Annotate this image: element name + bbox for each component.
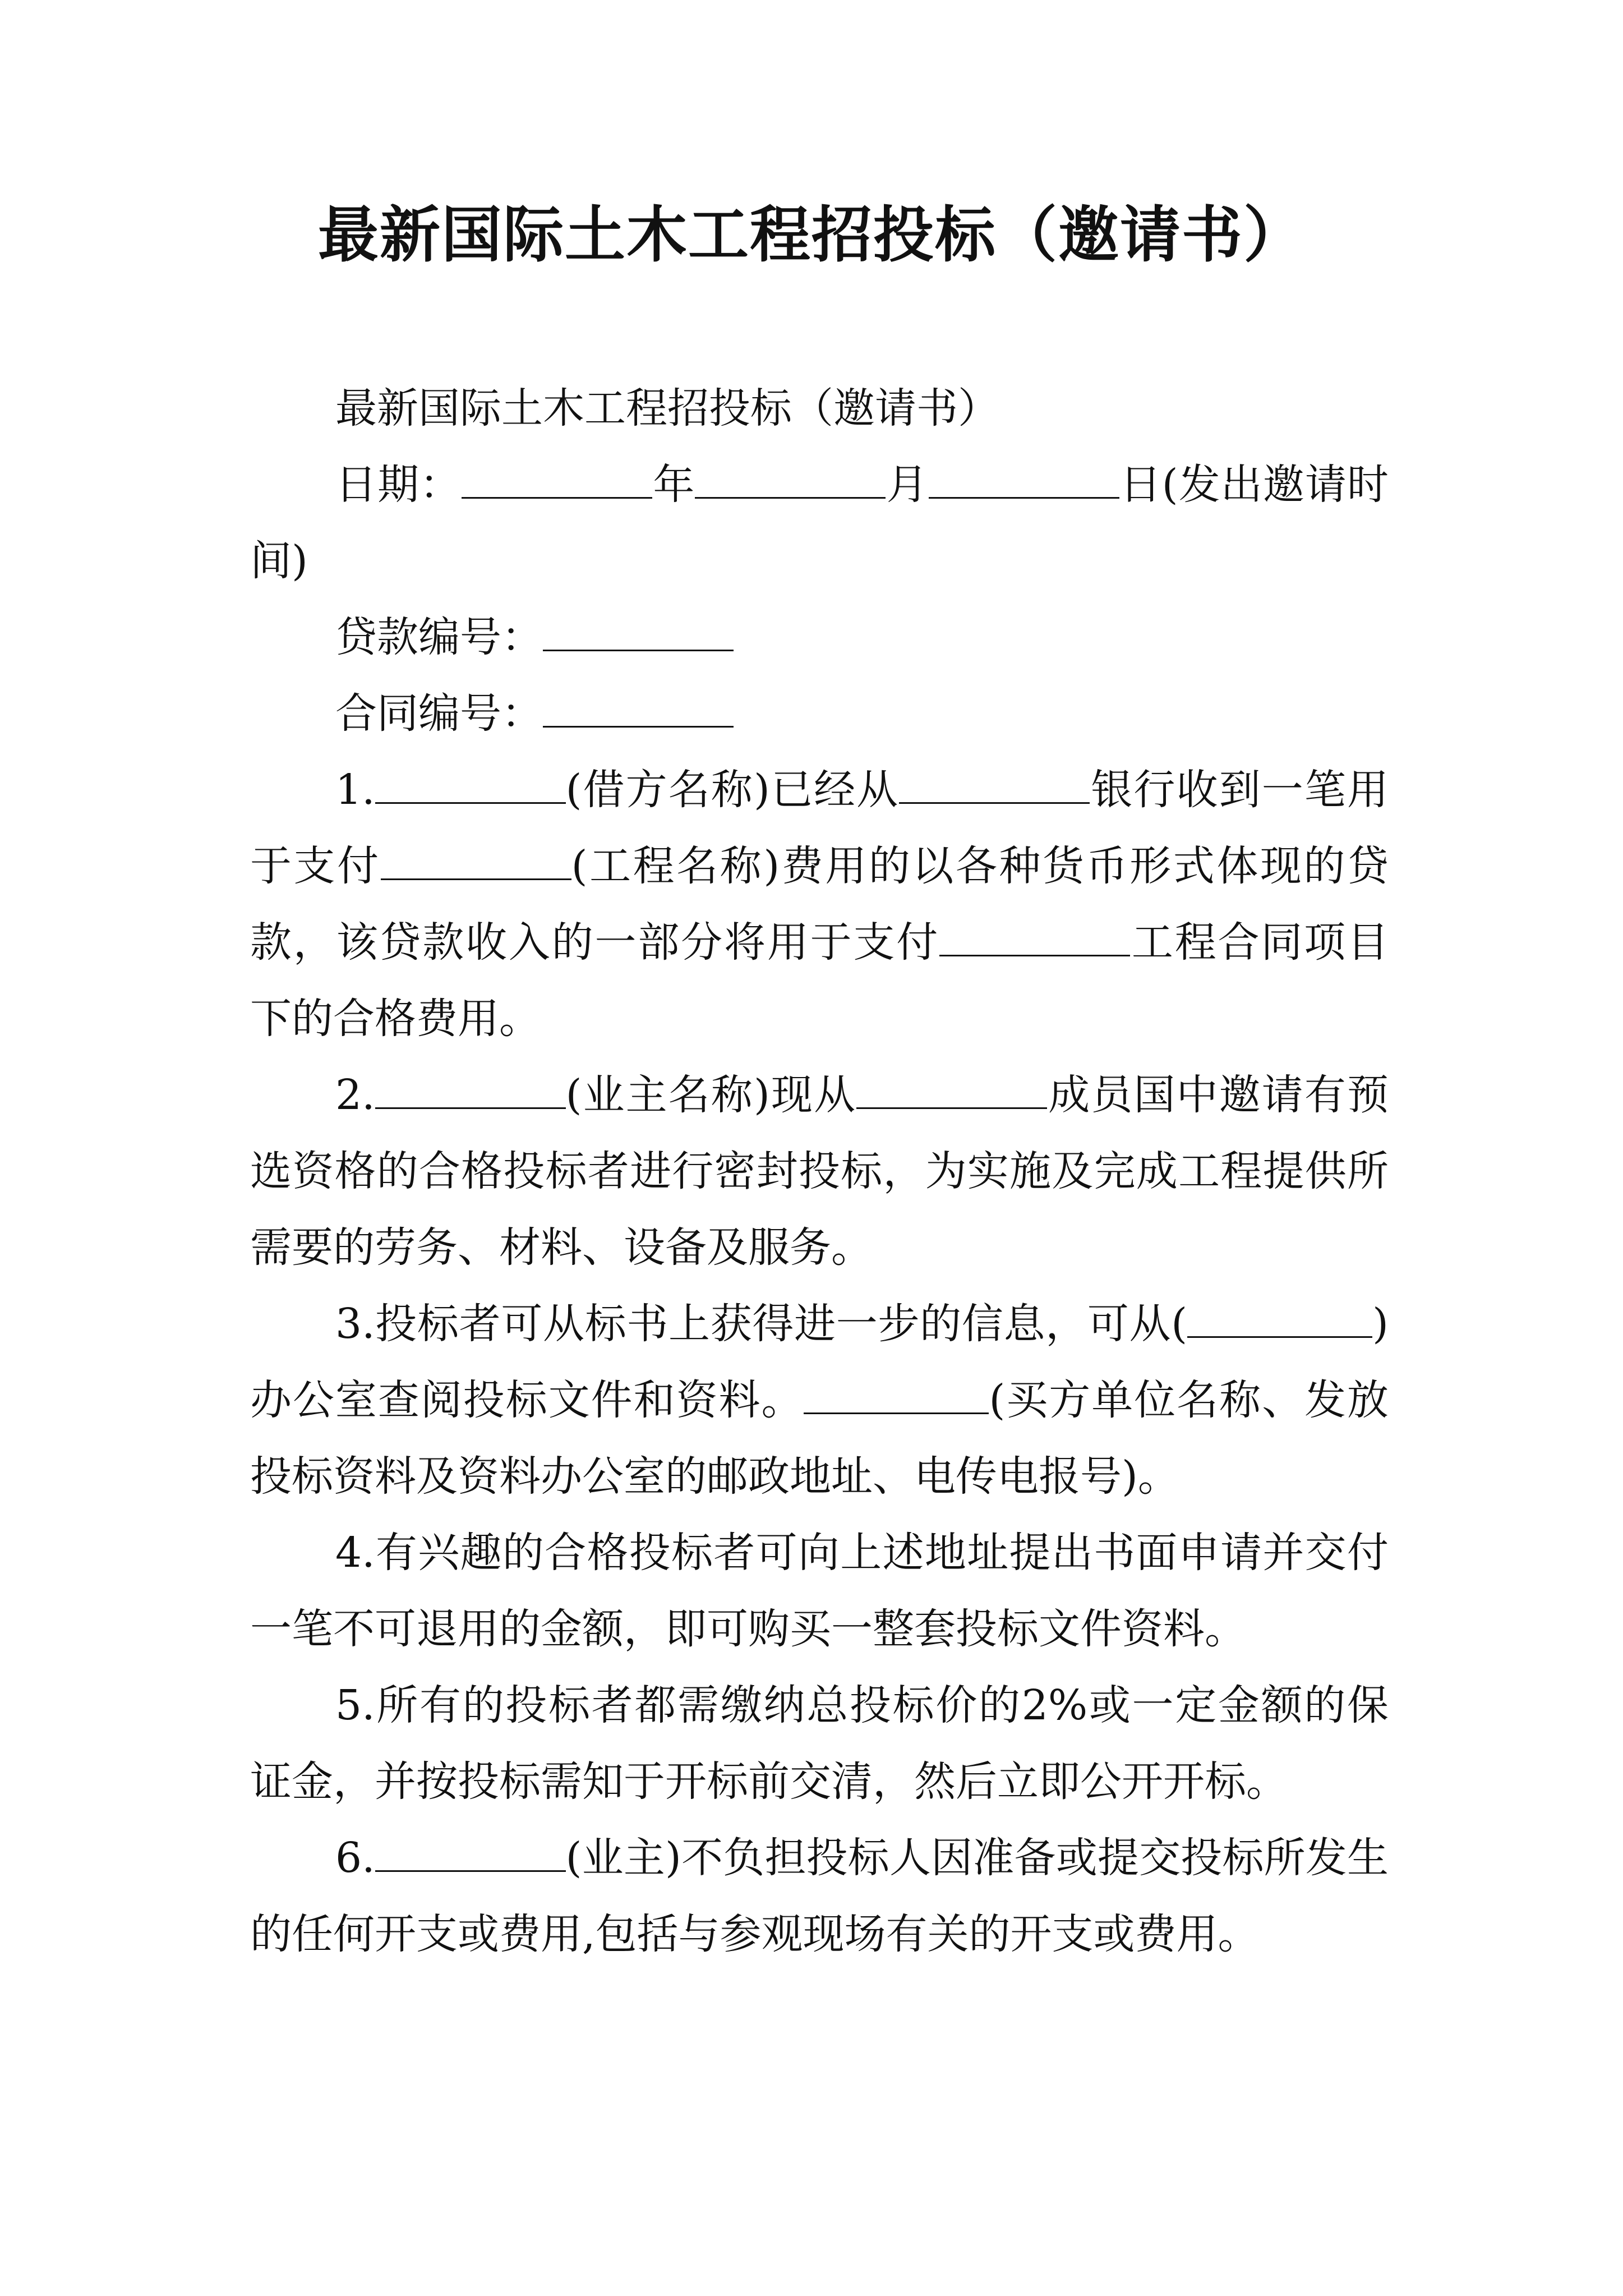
item-3-text-c: (买方单位名称、发放投标资料及资料办公室的邮政地址、电传电报号)。 xyxy=(250,1376,1389,1501)
item-5-text: 5.所有的投标者都需缴纳总投标价的2%或一定金额的保证金，并按投标需知于开标前交清，然后立即公开开标。 xyxy=(250,1681,1389,1806)
contract-number-blank xyxy=(543,692,734,728)
item-3-text-a: 3.投标者可从标书上获得进一步的信息，可从( xyxy=(335,1300,1188,1348)
day-note: 日(发出邀请 xyxy=(1119,461,1348,509)
subtitle-text: 最新国际土木工程招投标（邀请书） xyxy=(335,384,999,432)
item-4-paragraph xyxy=(250,1515,1389,1667)
member-country-blank xyxy=(856,1074,1047,1109)
year-blank xyxy=(462,463,652,499)
item-4-text: 4.有兴趣的合格投标者可向上述地址提出书面申请并交付一笔不可退用的金额，即可购买一整套投标文件资料。 xyxy=(250,1529,1389,1653)
month-blank xyxy=(695,463,886,499)
contract-number-paragraph xyxy=(250,675,1389,752)
day-note-cont: 时间) xyxy=(250,461,1389,585)
item-2-text-b: 成员国中邀请有预选资格的合格投标者进行密封投标，为实施及完成工程提供所需要的劳务、材料、设备及服务。 xyxy=(250,1071,1389,1272)
item-2-prefix: 2. xyxy=(335,1071,375,1119)
item-2-paragraph xyxy=(250,1057,1389,1286)
bank-name-blank xyxy=(899,769,1090,804)
item-6-prefix: 6. xyxy=(335,1834,375,1882)
item-3-text-b: )办公室查阅投标文件和资料。 xyxy=(250,1300,1389,1424)
item-5-paragraph xyxy=(250,1667,1389,1820)
item-6-paragraph xyxy=(250,1820,1389,1972)
item-1-text-a: (借方名称)已经从 xyxy=(565,766,900,814)
document-title: 最新国际土木工程招投标（邀请书） xyxy=(317,200,1305,270)
item-1-prefix: 1. xyxy=(335,766,375,814)
owner-name-blank xyxy=(375,1074,566,1109)
contract-number-label: 合同编号： xyxy=(335,689,543,738)
item-6-text: (业主)不负担投标人因准备或提交投标所发生的任何开支或费用,包括与参观现场有关的开支或费用。 xyxy=(250,1834,1389,1958)
borrower-name-blank xyxy=(375,769,566,804)
item-1-text-b: 银行收到一笔用于支付 xyxy=(250,766,1389,890)
item-1-text-d: 工程合同项目下的合格费用。 xyxy=(250,918,1389,1043)
date-label: 日期： xyxy=(335,461,462,509)
project-name-blank xyxy=(381,845,571,880)
loan-number-paragraph xyxy=(250,599,1389,675)
date-paragraph xyxy=(250,447,1389,599)
contract-project-blank xyxy=(939,921,1130,956)
document-body xyxy=(250,370,1389,1972)
year-label: 年 xyxy=(652,461,695,509)
item-1-text-c: (工程名称)费用的以各种货币形式体现的贷款，该贷款收入的一部分将用于支付 xyxy=(250,842,1389,967)
owner-blank xyxy=(375,1837,566,1872)
item-1-paragraph xyxy=(250,752,1389,1057)
loan-number-blank xyxy=(543,616,734,651)
month-label: 月 xyxy=(886,461,929,509)
subtitle-paragraph xyxy=(250,370,1389,447)
office-blank xyxy=(1187,1303,1372,1338)
item-3-paragraph xyxy=(250,1286,1389,1515)
loan-number-label: 贷款编号： xyxy=(335,613,543,661)
day-blank xyxy=(929,463,1119,499)
buyer-info-blank xyxy=(804,1379,989,1414)
item-2-text-a: (业主名称)现从 xyxy=(565,1071,857,1119)
